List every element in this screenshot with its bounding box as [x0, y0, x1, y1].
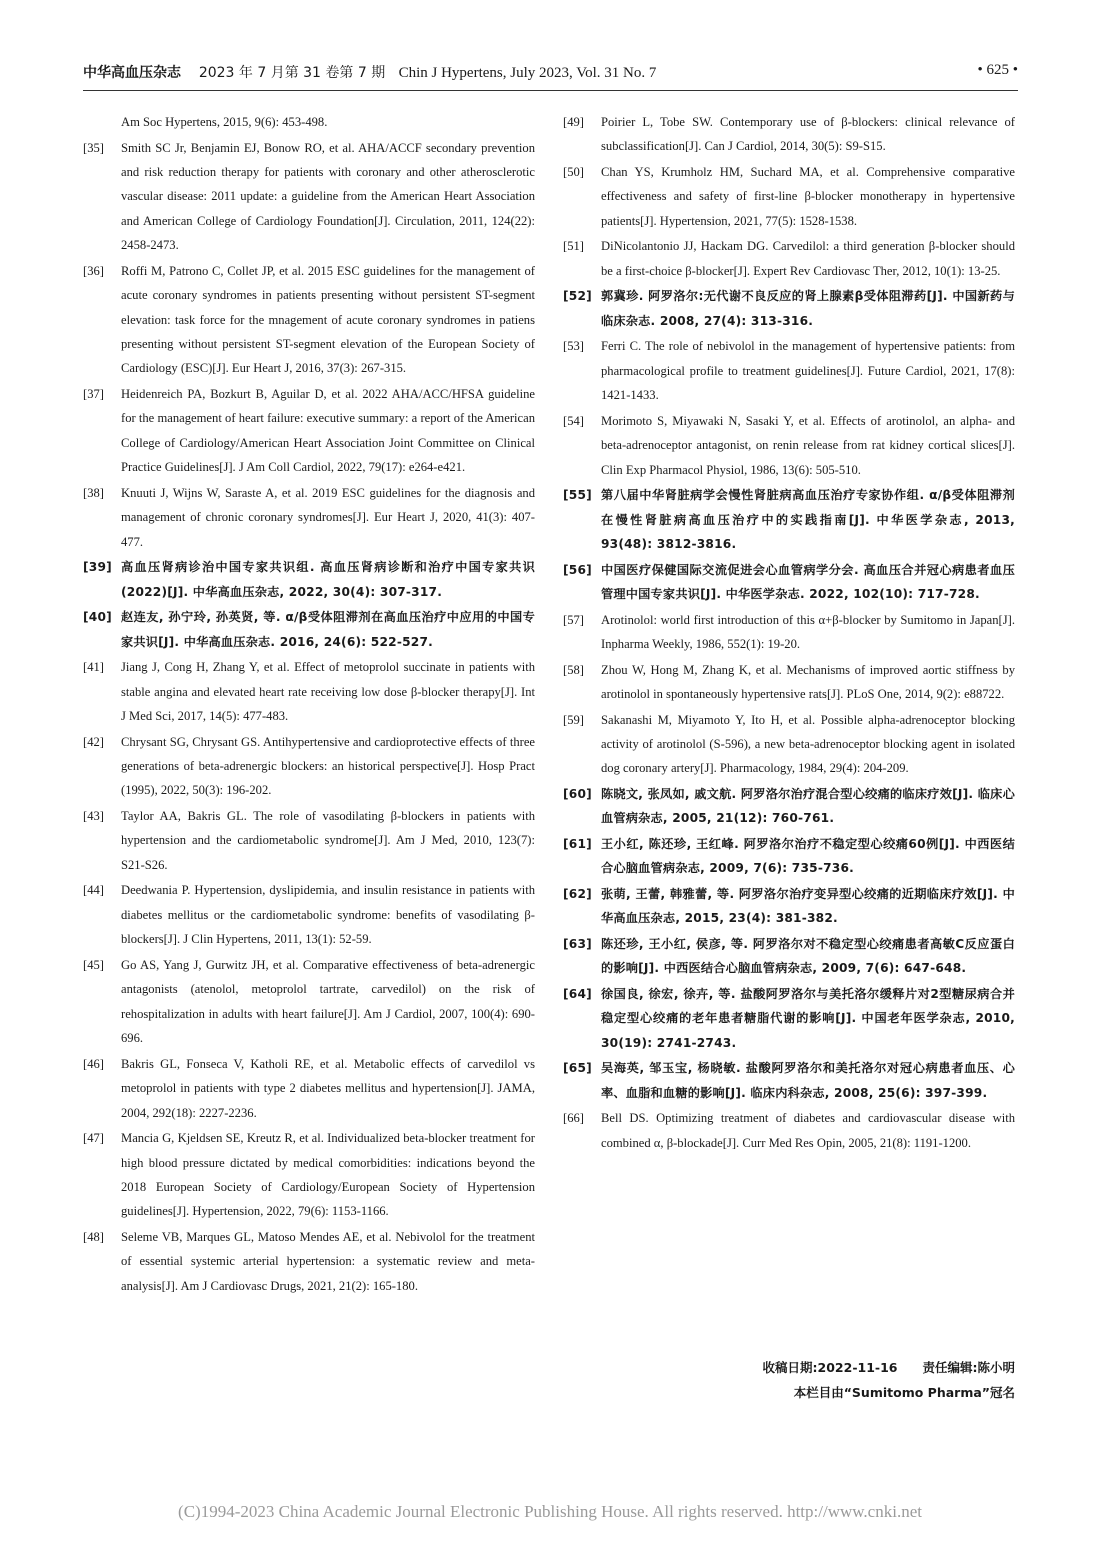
reference-text: Seleme VB, Marques GL, Matoso Mendes AE, et al. Nebivolol for the treatment of essential systemic arterial hypertension: a systematic review and meta-analysis[J]. Am J Cardiovasc Drugs, 2021, 21(2): 165-180. — [121, 1229, 535, 1293]
reference-column-right — [563, 110, 1015, 1156]
reference-item — [83, 655, 535, 728]
reference-number: [37] — [83, 387, 104, 402]
reference-number: [42] — [83, 734, 104, 749]
reference-item — [83, 1052, 535, 1125]
reference-text: 郭冀珍. 阿罗洛尔:无代谢不良反应的肾上腺素β受体阻滞药[J]. 中国新药与临床杂志. 2008, 27(4): 313-316. — [601, 289, 1015, 328]
reference-text: 中国医疗保健国际交流促进会心血管病学分会. 高血压合并冠心病患者血压管理中国专家共识[J]. 中华医学杂志. 2022, 102(10): 717-728. — [601, 562, 1015, 602]
reference-text: Knuuti J, Wijns W, Saraste A, et al. 2019 ESC guidelines for the diagnosis and management of chronic coronary syndromes[J]. Eur Heart J, 2020, 41(3): 407-477. — [121, 485, 535, 549]
reference-number: [36] — [83, 263, 104, 278]
reference-item — [83, 1126, 535, 1224]
reference-item — [83, 878, 535, 951]
reference-item — [563, 483, 1015, 556]
reference-item — [563, 708, 1015, 781]
reference-number: [54] — [563, 413, 584, 428]
reference-text: Heidenreich PA, Bozkurt B, Aguilar D, et al. 2022 AHA/ACC/HFSA guideline for the management of heart failure: executive summary: a report of the American College of Cardiology/American Heart Association Joint Committee on Clinical Practice Guidelines[J]. J Am Coll Cardiol, 2022, 79(17): e264-e421. — [121, 387, 535, 475]
reference-item — [83, 481, 535, 554]
reference-text: Bakris GL, Fonseca V, Katholi RE, et al. Metabolic effects of carvedilol vs metoprolol in patients with type 2 diabetes mellitus and hypertension[J]. JAMA, 2004, 292(18): 2227-2236. — [121, 1056, 535, 1120]
reference-item — [563, 558, 1015, 607]
reference-item — [83, 555, 535, 604]
reference-item — [563, 284, 1015, 333]
reference-text: Ferri C. The role of nebivolol in the management of hypertensive patients: from pharmacological profile to treatment guidelines[J]. Future Cardiol, 2021, 17(8): 1421-1433. — [601, 339, 1015, 403]
issue-info: 2023 年 7 月第 31 卷第 7 期 — [198, 65, 386, 81]
reference-text: Deedwania P. Hypertension, dyslipidemia, and insulin resistance in patients with diabetes mellitus or the cardiometabolic syndrome: benefits of vasodilating β-blockers[J]. J Clin Hypertens, 2011, 13(1): 52-59. — [121, 883, 535, 947]
reference-text: Taylor AA, Bakris GL. The role of vasodilating β-blockers in patients with hypertension and the cardiometabolic syndrome[J]. Am J Med, 2010, 123(7): S21-S26. — [121, 809, 535, 872]
reference-item — [563, 1106, 1015, 1155]
reference-text: 张萌, 王蕾, 韩雅蕾, 等. 阿罗洛尔治疗变异型心绞痛的近期临床疗效[J]. 中华高血压杂志, 2015, 23(4): 381-382. — [601, 887, 1015, 926]
reference-number: [55] — [563, 488, 592, 503]
reference-number: [49] — [563, 115, 584, 129]
reference-item — [563, 1056, 1015, 1105]
reference-number: [57] — [563, 612, 584, 627]
reference-text: Roffi M, Patrono C, Collet JP, et al. 2015 ESC guidelines for the management of acute coronary syndromes in patients presenting without persistent ST-segment elevation: task force for the mnagement of acute coronary syndromes in patiens presenting without persistent ST-segment elevation of the European Society of Cardiology (ESC)[J]. Eur Heart J, 2016, 37(3): 267-315. — [121, 263, 535, 376]
reference-item — [563, 782, 1015, 831]
reference-item — [83, 605, 535, 654]
reference-number: [43] — [83, 809, 104, 824]
running-header — [83, 62, 1018, 92]
reference-item — [563, 832, 1015, 881]
reference-number: [61] — [563, 837, 592, 852]
reference-text: 高血压肾病诊治中国专家共识组. 高血压肾病诊断和治疗中国专家共识(2022)[J]. 中华高血压杂志, 2022, 30(4): 307-317. — [121, 560, 535, 599]
reference-text: 王小红, 陈还珍, 王红峰. 阿罗洛尔治疗不稳定型心绞痛60例[J]. 中西医结合心脑血管病杂志, 2009, 7(6): 735-736. — [601, 837, 1015, 876]
reference-number: [35] — [83, 140, 104, 155]
reference-number: [46] — [83, 1056, 104, 1071]
reference-item — [83, 1225, 535, 1298]
reference-item — [563, 932, 1015, 981]
reference-item — [83, 804, 535, 877]
reference-number: [45] — [83, 957, 104, 972]
reference-item — [563, 608, 1015, 657]
reference-item — [83, 382, 535, 480]
reference-number: [48] — [83, 1229, 104, 1244]
reference-item — [563, 882, 1015, 931]
reference-item — [563, 160, 1015, 233]
header-left — [83, 62, 656, 82]
reference-number: [60] — [563, 787, 592, 802]
reference-item — [83, 259, 535, 381]
reference-number: [56] — [563, 562, 592, 577]
reference-item — [83, 110, 535, 134]
reference-item — [563, 982, 1015, 1055]
reference-text: Smith SC Jr, Benjamin EJ, Bonow RO, et al. AHA/ACCF secondary prevention and risk reduction therapy for patients with coronary and other atherosclerotic vascular disease: 2011 update: a guideline from the American Heart Association and American College of Cardiology Foundation[J]. Circulation, 2011, 124(22): 2458-2473. — [121, 140, 535, 253]
reference-item — [563, 234, 1015, 283]
reference-text: Morimoto S, Miyawaki N, Sasaki Y, et al. Effects of arotinolol, an alpha- and beta-adrenoceptor antagonist, on renin release from rat kidney cortical slices[J]. Clin Exp Pharmacol Physiol, 1986, 13(6): 505-510. — [601, 413, 1015, 477]
reference-text: Zhou W, Hong M, Zhang K, et al. Mechanisms of improved aortic stiffness by arotinolol in spontaneously hypertensive rats[J]. PLoS One, 2014, 9(2): e88722. — [601, 662, 1015, 702]
reference-number: [58] — [563, 662, 584, 677]
journal-english: Chin J Hypertens, July 2023, Vol. 31 No. 7 — [398, 65, 657, 81]
reference-text: DiNicolantonio JJ, Hackam DG. Carvedilol: a third generation β-blocker should be a first-choice β-blocker[J]. Expert Rev Cardiovasc Ther, 2012, 10(1): 13-25. — [601, 239, 1015, 278]
reference-text: 吴海英, 邹玉宝, 杨晓敏. 盐酸阿罗洛尔和美托洛尔对冠心病患者血压、心率、血脂和血糖的影响[J]. 临床内科杂志, 2008, 25(6): 397-399. — [601, 1061, 1015, 1100]
reference-number: [40] — [83, 610, 112, 625]
reference-text: Am Soc Hypertens, 2015, 9(6): 453-498. — [121, 115, 328, 129]
reference-number: [50] — [563, 165, 584, 179]
received-editor-line: 收稿日期:2022-11-16 责任编辑:陈小明 — [762, 1360, 1015, 1375]
reference-number: [41] — [83, 660, 104, 675]
reference-number: [65] — [563, 1061, 592, 1076]
reference-text: 陈晓文, 张凤如, 戚文航. 阿罗洛尔治疗混合型心绞痛的临床疗效[J]. 临床心血管病杂志, 2005, 21(12): 760-761. — [601, 787, 1015, 826]
reference-number: [39] — [83, 560, 112, 575]
reference-item — [83, 730, 535, 803]
reference-number: [64] — [563, 987, 592, 1002]
header-rule — [83, 90, 1018, 91]
reference-item — [563, 334, 1015, 407]
copyright-watermark: (C)1994-2023 China Academic Journal Electronic Publishing House. All rights reserved. http://www.cnki.net — [178, 1502, 922, 1521]
reference-number: [51] — [563, 239, 584, 254]
reference-text: Poirier L, Tobe SW. Contemporary use of β-blockers: clinical relevance of subclassification[J]. Can J Cardiol, 2014, 30(5): S9-S15. — [601, 115, 1015, 154]
article-footer — [563, 1355, 1015, 1405]
reference-item — [563, 409, 1015, 482]
reference-text: Bell DS. Optimizing treatment of diabetes and cardiovascular disease with combined α, β-blockade[J]. Curr Med Res Opin, 2005, 21(8): 1191-1200. — [601, 1111, 1015, 1150]
reference-number: [59] — [563, 712, 584, 727]
reference-number: [44] — [83, 883, 104, 898]
reference-item — [83, 136, 535, 258]
page-number: • 625 • — [977, 62, 1018, 78]
sponsor-line: 本栏目由“Sumitomo Pharma”冠名 — [793, 1385, 1015, 1400]
reference-text: 徐国良, 徐宏, 徐卉, 等. 盐酸阿罗洛尔与美托洛尔缓释片对2型糖尿病合并稳定型心绞痛的老年患者糖脂代谢的影响[J]. 中国老年医学杂志, 2010, 30(19): 2741-2743. — [601, 987, 1015, 1050]
reference-text: Chrysant SG, Chrysant GS. Antihypertensive and cardioprotective effects of three generations of beta-adrenergic blockers: an historical perspective[J]. Hosp Pract (1995), 2022, 50(3): 196-202. — [121, 734, 535, 798]
reference-text: Jiang J, Cong H, Zhang Y, et al. Effect of metoprolol succinate in patients with stable angina and elevated heart rate receiving low dose β-blocker therapy[J]. Int J Med Sci, 2017, 14(5): 477-483. — [121, 660, 535, 724]
reference-text: 陈还珍, 王小红, 侯彦, 等. 阿罗洛尔对不稳定型心绞痛患者高敏C反应蛋白的影响[J]. 中西医结合心脑血管病杂志, 2009, 7(6): 647-648. — [601, 937, 1015, 976]
reference-text: 赵连友, 孙宁玲, 孙英贤, 等. α/β受体阻滞剂在高血压治疗中应用的中国专家共识[J]. 中华高血压杂志. 2016, 24(6): 522-527. — [121, 610, 535, 649]
reference-number: [38] — [83, 485, 104, 500]
reference-item — [83, 953, 535, 1051]
reference-text: Chan YS, Krumholz HM, Suchard MA, et al. Comprehensive comparative effectiveness and safety of first-line β-blocker monotherapy in hypertensive patients[J]. Hypertension, 2021, 77(5): 1528-1538. — [601, 165, 1015, 228]
reference-number: [53] — [563, 339, 584, 354]
reference-text: Mancia G, Kjeldsen SE, Kreutz R, et al. Individualized beta-blocker treatment for high blood pressure dictated by medical comorbidities: indications beyond the 2018 European Society of Cardiology/European Society of Hypertension guidelines[J]. Hypertension, 2022, 79(6): 1153-1166. — [121, 1131, 535, 1219]
reference-text: 第八届中华肾脏病学会慢性肾脏病高血压治疗专家协作组. α/β受体阻滞剂在慢性肾脏病高血压治疗中的实践指南[J]. 中华医学杂志, 2013, 93(48): 3812-3816. — [601, 488, 1015, 552]
journal-name: 中华高血压杂志 — [83, 65, 181, 81]
reference-number: [62] — [563, 887, 592, 902]
reference-item — [563, 110, 1015, 159]
reference-text: Arotinolol: world first introduction of this α+β-blocker by Sumitomo in Japan[J]. Inpharma Weekly, 1986, 552(1): 19-20. — [601, 612, 1015, 652]
reference-number: [52] — [563, 289, 592, 304]
reference-text: Sakanashi M, Miyamoto Y, Ito H, et al. Possible alpha-adrenoceptor blocking activity of arotinolol (S-596), a new beta-adrenoceptor blocking agent in isolated dog coronary artery[J]. Pharmacology, 1984, 29(4): 204-209. — [601, 712, 1015, 776]
reference-column-left — [83, 110, 535, 1299]
reference-item — [563, 658, 1015, 707]
reference-text: Go AS, Yang J, Gurwitz JH, et al. Comparative effectiveness of beta-adrenergic antagonists (atenolol, metoprolol tartrate, carvedilol) on the risk of rehospitalization in adults with heart failure[J]. Am J Cardiol, 2007, 100(4): 690-696. — [121, 957, 535, 1046]
reference-number: [47] — [83, 1131, 104, 1146]
reference-number: [66] — [563, 1111, 584, 1126]
reference-number: [63] — [563, 937, 592, 952]
